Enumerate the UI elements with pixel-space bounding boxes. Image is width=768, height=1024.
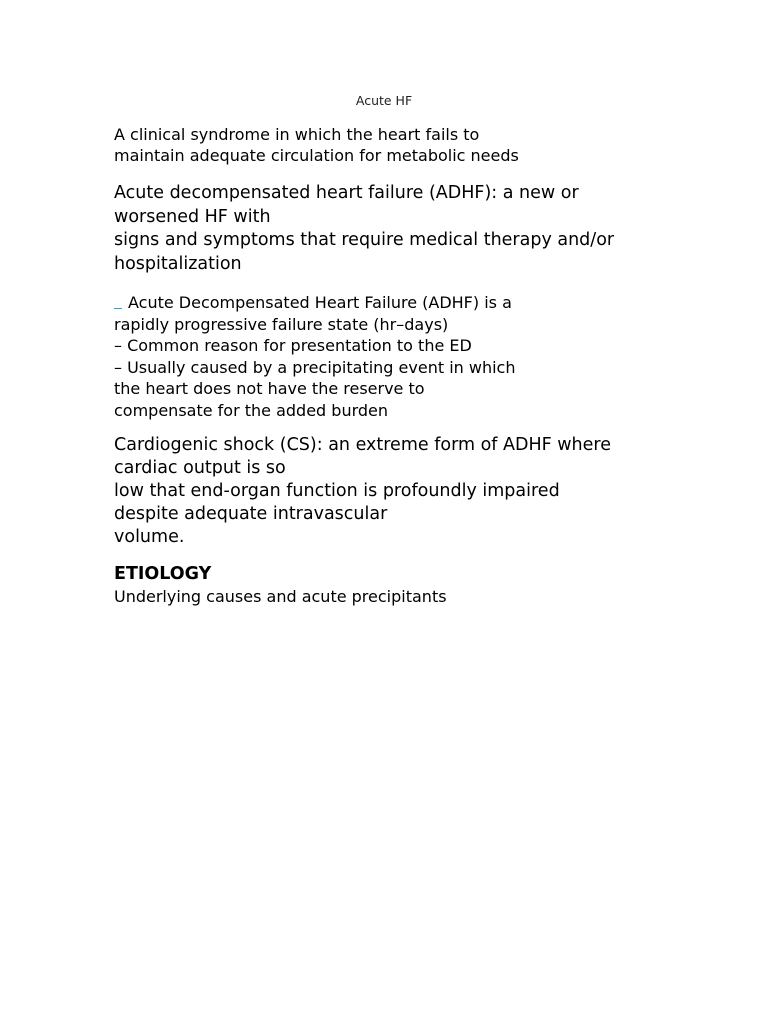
text-line: cardiac output is so <box>114 458 286 478</box>
definition-paragraph <box>114 124 519 166</box>
text-line: rapidly progressive failure state (hr–days) <box>114 314 449 334</box>
text-line: – Usually caused by a precipitating event in which <box>114 357 516 377</box>
page-title: Acute HF <box>355 93 413 108</box>
text-line-content: Acute Decompensated Heart Failure (ADHF) is a <box>128 293 512 312</box>
section-heading: ETIOLOGY <box>114 564 212 584</box>
text-line: A clinical syndrome in which the heart fails to <box>114 125 480 144</box>
adhf-description-paragraph <box>114 292 515 421</box>
text-line: signs and symptoms that require medical therapy and/or <box>114 230 615 250</box>
section-subtitle: Underlying causes and acute precipitants <box>114 587 447 606</box>
text-line: compensate for the added burden <box>114 400 389 420</box>
text-line <box>114 292 515 314</box>
text-line: despite adequate intravascular <box>114 504 388 524</box>
link-marker-icon <box>114 294 122 309</box>
text-line: volume. <box>114 527 185 547</box>
text-line: – Common reason for presentation to the ED <box>114 336 472 355</box>
text-line: Acute decompensated heart failure (ADHF): a new or <box>114 183 579 203</box>
text-line: the heart does not have the reserve to <box>114 379 425 398</box>
text-line: Cardiogenic shock (CS): an extreme form of ADHF where <box>114 435 611 455</box>
cardiogenic-shock-paragraph <box>114 434 611 549</box>
text-line: worsened HF with <box>114 206 271 227</box>
text-line: hospitalization <box>114 253 242 274</box>
text-line: low that end-organ function is profoundly impaired <box>114 481 560 501</box>
adhf-definition-paragraph <box>114 182 614 276</box>
text-line: maintain adequate circulation for metabolic needs <box>114 146 519 165</box>
